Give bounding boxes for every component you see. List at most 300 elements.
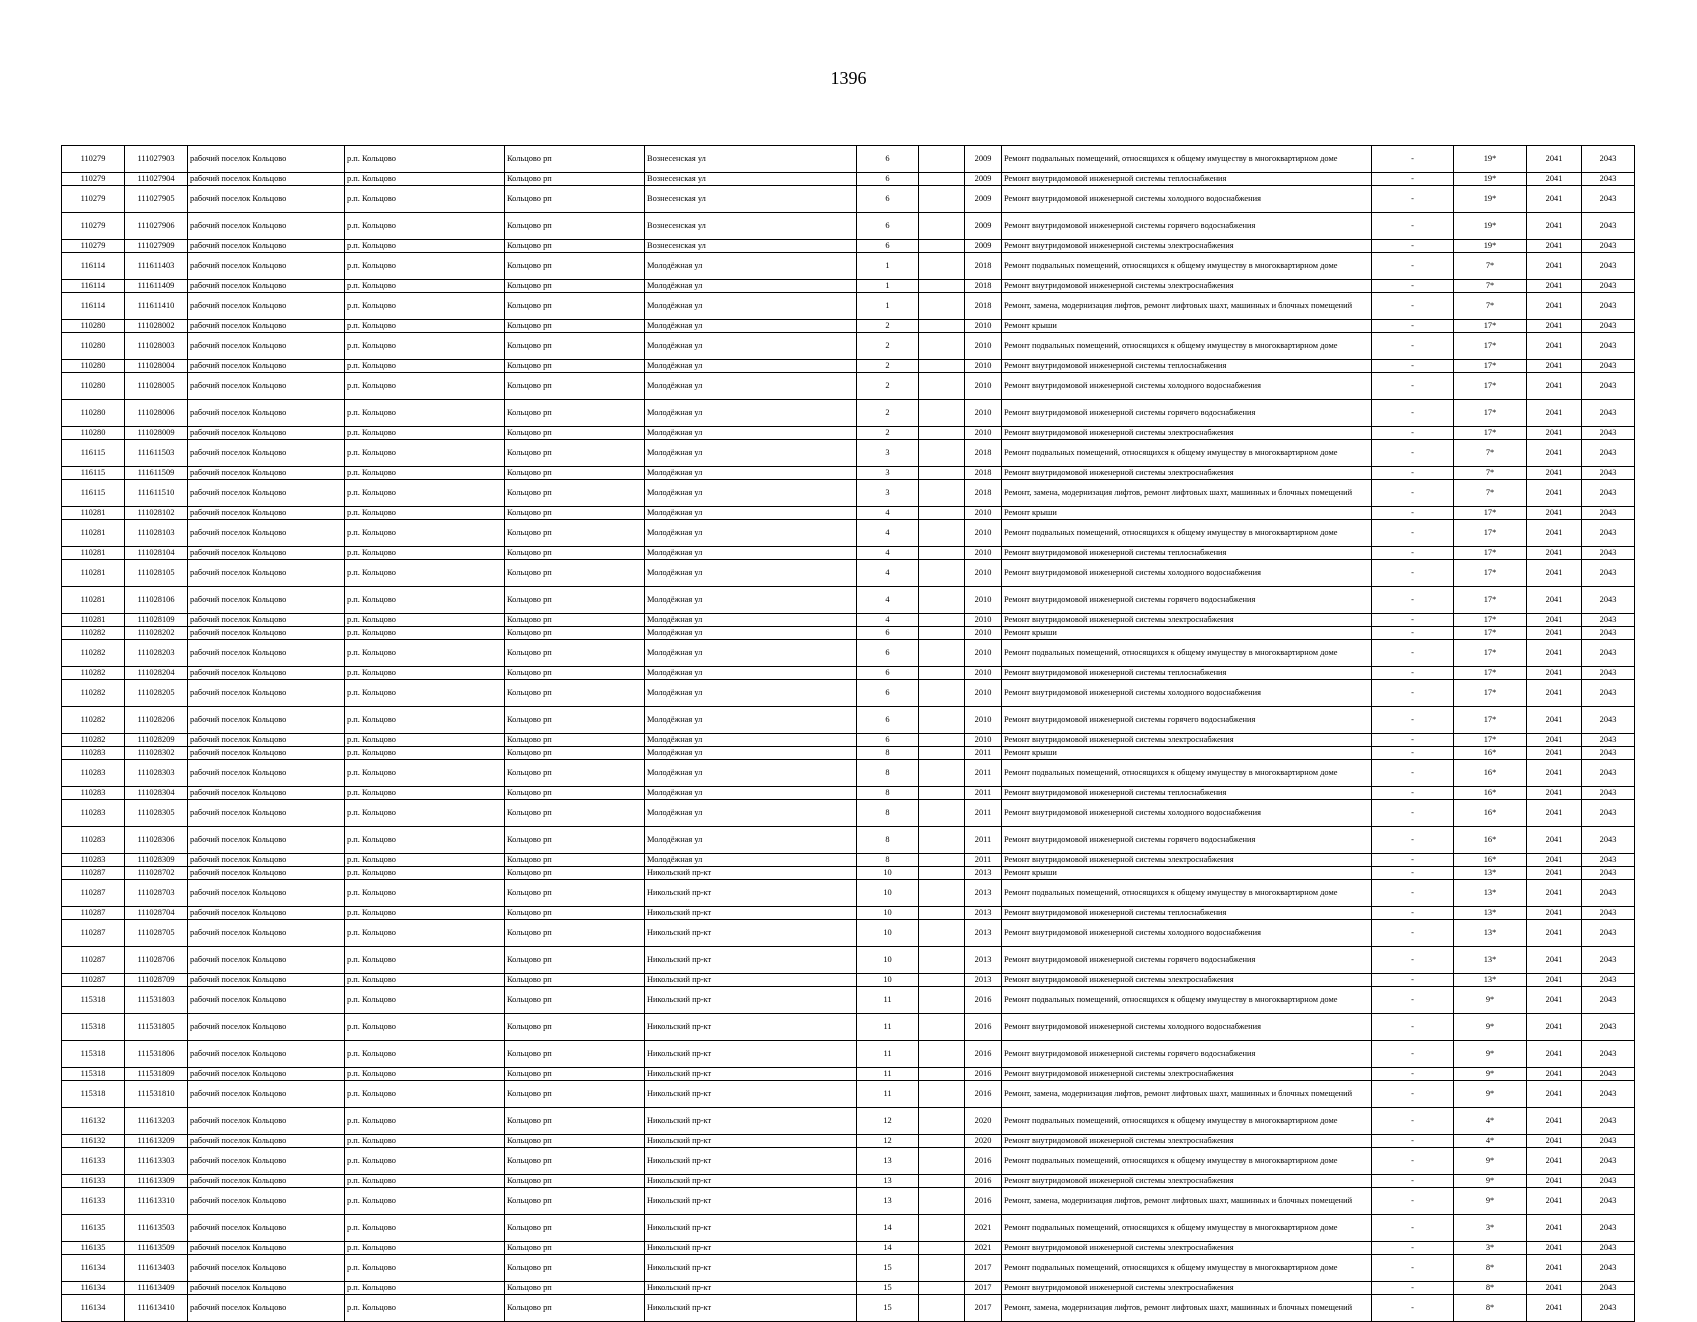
cell-street: Молодёжная ул [645,547,857,560]
cell-work-type: Ремонт внутридомовой инженерной системы холодного водоснабжения [1002,373,1372,400]
cell-street: Никольский пр-кт [645,1135,857,1148]
table-row [62,333,1635,360]
cell-house-number: 1 [857,253,919,280]
cell-house-number: 4 [857,560,919,587]
table-row [62,1188,1635,1215]
cell-year-built: 2010 [965,333,1002,360]
cell-work-id: 111028209 [125,734,188,747]
cell-building [919,587,965,614]
cell-work-type: Ремонт внутридомовой инженерной системы теплоснабжения [1002,360,1372,373]
cell-municipality: рабочий поселок Кольцово [188,1108,345,1135]
cell-start-year: 2041 [1527,747,1582,760]
cell-house-number: 11 [857,1081,919,1108]
cell-dash: - [1372,1175,1454,1188]
cell-start-year: 2041 [1527,560,1582,587]
cell-house-number: 8 [857,800,919,827]
cell-street: Никольский пр-кт [645,1068,857,1081]
cell-work-type: Ремонт внутридомовой инженерной системы холодного водоснабжения [1002,186,1372,213]
table-row [62,907,1635,920]
cell-term: 7* [1454,480,1527,507]
cell-locality: Кольцово рп [505,947,645,974]
cell-settlement: р.п. Кольцово [345,1255,505,1282]
cell-work-type: Ремонт внутридомовой инженерной системы электроснабжения [1002,1175,1372,1188]
cell-start-year: 2041 [1527,1242,1582,1255]
cell-street: Молодёжная ул [645,854,857,867]
cell-end-year: 2043 [1582,667,1635,680]
cell-street: Молодёжная ул [645,640,857,667]
cell-municipality: рабочий поселок Кольцово [188,1014,345,1041]
cell-dash: - [1372,360,1454,373]
cell-work-id: 111613303 [125,1148,188,1175]
cell-work-type: Ремонт подвальных помещений, относящихся к общему имуществу в многоквартирном доме [1002,760,1372,787]
cell-building [919,1081,965,1108]
cell-settlement: р.п. Кольцово [345,293,505,320]
cell-start-year: 2041 [1527,280,1582,293]
cell-work-type: Ремонт внутридомовой инженерной системы холодного водоснабжения [1002,920,1372,947]
cell-end-year: 2043 [1582,1068,1635,1081]
cell-work-id: 111028709 [125,974,188,987]
cell-year-built: 2018 [965,480,1002,507]
cell-year-built: 2020 [965,1108,1002,1135]
cell-municipality: рабочий поселок Кольцово [188,1295,345,1322]
cell-work-id: 111028104 [125,547,188,560]
cell-locality: Кольцово рп [505,1295,645,1322]
cell-end-year: 2043 [1582,1175,1635,1188]
cell-street: Вознесенская ул [645,146,857,173]
cell-year-built: 2011 [965,827,1002,854]
table-row [62,707,1635,734]
cell-settlement: р.п. Кольцово [345,1081,505,1108]
cell-end-year: 2043 [1582,560,1635,587]
cell-locality: Кольцово рп [505,1282,645,1295]
cell-municipality: рабочий поселок Кольцово [188,1135,345,1148]
cell-municipality: рабочий поселок Кольцово [188,213,345,240]
cell-municipality: рабочий поселок Кольцово [188,707,345,734]
cell-work-type: Ремонт внутридомовой инженерной системы электроснабжения [1002,467,1372,480]
cell-house-id: 110282 [62,734,125,747]
cell-street: Вознесенская ул [645,240,857,253]
cell-locality: Кольцово рп [505,920,645,947]
cell-year-built: 2020 [965,1135,1002,1148]
cell-end-year: 2043 [1582,1108,1635,1135]
cell-work-id: 111611409 [125,280,188,293]
cell-term: 19* [1454,173,1527,186]
cell-house-number: 3 [857,480,919,507]
cell-work-type: Ремонт внутридомовой инженерной системы электроснабжения [1002,280,1372,293]
cell-year-built: 2010 [965,680,1002,707]
cell-house-id: 110287 [62,907,125,920]
cell-start-year: 2041 [1527,213,1582,240]
cell-start-year: 2041 [1527,920,1582,947]
cell-house-id: 116134 [62,1295,125,1322]
cell-locality: Кольцово рп [505,1014,645,1041]
cell-settlement: р.п. Кольцово [345,480,505,507]
cell-house-number: 8 [857,760,919,787]
cell-settlement: р.п. Кольцово [345,947,505,974]
cell-house-number: 2 [857,320,919,333]
cell-municipality: рабочий поселок Кольцово [188,280,345,293]
cell-work-id: 111531805 [125,1014,188,1041]
cell-settlement: р.п. Кольцово [345,867,505,880]
cell-locality: Кольцово рп [505,360,645,373]
cell-locality: Кольцово рп [505,787,645,800]
cell-street: Молодёжная ул [645,373,857,400]
cell-work-type: Ремонт внутридомовой инженерной системы электроснабжения [1002,1282,1372,1295]
cell-settlement: р.п. Кольцово [345,1282,505,1295]
cell-year-built: 2011 [965,747,1002,760]
cell-start-year: 2041 [1527,614,1582,627]
cell-settlement: р.п. Кольцово [345,186,505,213]
cell-house-id: 110287 [62,880,125,907]
cell-term: 17* [1454,400,1527,427]
cell-year-built: 2018 [965,440,1002,467]
cell-start-year: 2041 [1527,854,1582,867]
table-row [62,173,1635,186]
cell-settlement: р.п. Кольцово [345,987,505,1014]
cell-term: 16* [1454,760,1527,787]
cell-term: 17* [1454,587,1527,614]
cell-term: 17* [1454,507,1527,520]
cell-street: Никольский пр-кт [645,974,857,987]
cell-settlement: р.п. Кольцово [345,680,505,707]
cell-street: Молодёжная ул [645,614,857,627]
cell-start-year: 2041 [1527,507,1582,520]
cell-dash: - [1372,734,1454,747]
table-row [62,547,1635,560]
cell-street: Никольский пр-кт [645,1148,857,1175]
cell-year-built: 2010 [965,640,1002,667]
cell-municipality: рабочий поселок Кольцово [188,547,345,560]
cell-house-number: 11 [857,987,919,1014]
cell-work-id: 111027903 [125,146,188,173]
cell-work-type: Ремонт внутридомовой инженерной системы горячего водоснабжения [1002,707,1372,734]
cell-end-year: 2043 [1582,587,1635,614]
cell-start-year: 2041 [1527,987,1582,1014]
cell-work-type: Ремонт внутридомовой инженерной системы электроснабжения [1002,734,1372,747]
cell-end-year: 2043 [1582,440,1635,467]
table-row [62,627,1635,640]
cell-year-built: 2010 [965,734,1002,747]
cell-settlement: р.п. Кольцово [345,614,505,627]
cell-street: Никольский пр-кт [645,1081,857,1108]
cell-street: Молодёжная ул [645,280,857,293]
cell-settlement: р.п. Кольцово [345,280,505,293]
cell-term: 19* [1454,186,1527,213]
cell-settlement: р.п. Кольцово [345,1108,505,1135]
cell-house-id: 116133 [62,1175,125,1188]
cell-locality: Кольцово рп [505,427,645,440]
cell-year-built: 2018 [965,293,1002,320]
cell-term: 17* [1454,627,1527,640]
cell-building [919,867,965,880]
cell-municipality: рабочий поселок Кольцово [188,507,345,520]
cell-start-year: 2041 [1527,1041,1582,1068]
cell-settlement: р.п. Кольцово [345,467,505,480]
cell-building [919,213,965,240]
cell-end-year: 2043 [1582,1295,1635,1322]
cell-building [919,1135,965,1148]
cell-end-year: 2043 [1582,400,1635,427]
cell-building [919,747,965,760]
cell-year-built: 2017 [965,1295,1002,1322]
table-row [62,920,1635,947]
cell-work-type: Ремонт внутридомовой инженерной системы горячего водоснабжения [1002,827,1372,854]
cell-work-type: Ремонт подвальных помещений, относящихся к общему имуществу в многоквартирном доме [1002,880,1372,907]
cell-year-built: 2011 [965,800,1002,827]
cell-locality: Кольцово рп [505,1068,645,1081]
cell-work-type: Ремонт внутридомовой инженерной системы теплоснабжения [1002,667,1372,680]
cell-work-id: 111028202 [125,627,188,640]
cell-end-year: 2043 [1582,333,1635,360]
cell-house-id: 110283 [62,760,125,787]
cell-term: 17* [1454,547,1527,560]
cell-start-year: 2041 [1527,587,1582,614]
table-row [62,680,1635,707]
cell-term: 16* [1454,800,1527,827]
cell-building [919,320,965,333]
cell-term: 9* [1454,1068,1527,1081]
cell-locality: Кольцово рп [505,1242,645,1255]
table-row [62,440,1635,467]
table-row [62,480,1635,507]
cell-term: 7* [1454,253,1527,280]
cell-locality: Кольцово рп [505,880,645,907]
cell-year-built: 2010 [965,614,1002,627]
cell-start-year: 2041 [1527,627,1582,640]
cell-start-year: 2041 [1527,760,1582,787]
cell-dash: - [1372,240,1454,253]
cell-house-id: 110281 [62,587,125,614]
cell-municipality: рабочий поселок Кольцово [188,920,345,947]
cell-locality: Кольцово рп [505,987,645,1014]
cell-building [919,640,965,667]
cell-year-built: 2010 [965,320,1002,333]
table-row [62,1295,1635,1322]
cell-locality: Кольцово рп [505,734,645,747]
cell-locality: Кольцово рп [505,1188,645,1215]
cell-dash: - [1372,1081,1454,1108]
cell-settlement: р.п. Кольцово [345,400,505,427]
table-row [62,800,1635,827]
cell-street: Молодёжная ул [645,520,857,547]
cell-term: 13* [1454,907,1527,920]
cell-term: 17* [1454,707,1527,734]
cell-dash: - [1372,213,1454,240]
cell-municipality: рабочий поселок Кольцово [188,360,345,373]
cell-term: 9* [1454,1175,1527,1188]
cell-house-id: 116115 [62,440,125,467]
cell-settlement: р.п. Кольцово [345,440,505,467]
cell-building [919,1175,965,1188]
cell-building [919,1148,965,1175]
cell-work-id: 111611410 [125,293,188,320]
cell-municipality: рабочий поселок Кольцово [188,627,345,640]
cell-term: 17* [1454,667,1527,680]
cell-year-built: 2016 [965,987,1002,1014]
cell-house-id: 115318 [62,1041,125,1068]
cell-house-id: 110287 [62,867,125,880]
cell-start-year: 2041 [1527,680,1582,707]
cell-work-type: Ремонт внутридомовой инженерной системы теплоснабжения [1002,907,1372,920]
cell-start-year: 2041 [1527,547,1582,560]
cell-work-id: 111027904 [125,173,188,186]
table-row [62,1081,1635,1108]
cell-settlement: р.п. Кольцово [345,707,505,734]
cell-term: 7* [1454,293,1527,320]
cell-locality: Кольцово рп [505,627,645,640]
cell-start-year: 2041 [1527,333,1582,360]
cell-work-id: 111611509 [125,467,188,480]
cell-start-year: 2041 [1527,787,1582,800]
cell-end-year: 2043 [1582,1255,1635,1282]
cell-locality: Кольцово рп [505,240,645,253]
cell-dash: - [1372,587,1454,614]
cell-locality: Кольцово рп [505,680,645,707]
cell-dash: - [1372,547,1454,560]
cell-street: Молодёжная ул [645,747,857,760]
cell-work-id: 111028206 [125,707,188,734]
cell-year-built: 2010 [965,373,1002,400]
cell-dash: - [1372,1108,1454,1135]
cell-year-built: 2018 [965,467,1002,480]
cell-work-id: 111028302 [125,747,188,760]
cell-street: Никольский пр-кт [645,1255,857,1282]
cell-work-type: Ремонт подвальных помещений, относящихся к общему имуществу в многоквартирном доме [1002,987,1372,1014]
cell-start-year: 2041 [1527,240,1582,253]
cell-house-number: 13 [857,1175,919,1188]
cell-house-id: 115318 [62,1068,125,1081]
cell-end-year: 2043 [1582,146,1635,173]
cell-street: Молодёжная ул [645,293,857,320]
cell-settlement: р.п. Кольцово [345,800,505,827]
cell-term: 3* [1454,1215,1527,1242]
cell-locality: Кольцово рп [505,440,645,467]
table-row [62,1282,1635,1295]
cell-house-number: 2 [857,427,919,440]
cell-end-year: 2043 [1582,520,1635,547]
table-row [62,867,1635,880]
cell-locality: Кольцово рп [505,293,645,320]
cell-start-year: 2041 [1527,467,1582,480]
cell-work-id: 111028103 [125,520,188,547]
cell-settlement: р.п. Кольцово [345,760,505,787]
cell-end-year: 2043 [1582,1148,1635,1175]
cell-house-id: 110280 [62,373,125,400]
cell-start-year: 2041 [1527,947,1582,974]
cell-work-id: 111028102 [125,507,188,520]
cell-locality: Кольцово рп [505,520,645,547]
cell-locality: Кольцово рп [505,1148,645,1175]
cell-street: Молодёжная ул [645,440,857,467]
cell-work-id: 111028109 [125,614,188,627]
cell-year-built: 2009 [965,186,1002,213]
cell-street: Вознесенская ул [645,186,857,213]
cell-work-id: 111613209 [125,1135,188,1148]
cell-year-built: 2010 [965,587,1002,614]
cell-dash: - [1372,520,1454,547]
cell-end-year: 2043 [1582,680,1635,707]
cell-building [919,293,965,320]
cell-building [919,734,965,747]
cell-locality: Кольцово рп [505,467,645,480]
cell-house-id: 116133 [62,1188,125,1215]
cell-house-number: 6 [857,734,919,747]
cell-term: 9* [1454,1081,1527,1108]
cell-building [919,1215,965,1242]
cell-municipality: рабочий поселок Кольцово [188,987,345,1014]
cell-work-id: 111531810 [125,1081,188,1108]
table-row [62,560,1635,587]
cell-dash: - [1372,680,1454,707]
cell-work-id: 111028105 [125,560,188,587]
cell-work-type: Ремонт подвальных помещений, относящихся к общему имуществу в многоквартирном доме [1002,520,1372,547]
cell-house-id: 116135 [62,1242,125,1255]
cell-house-number: 6 [857,186,919,213]
cell-building [919,1108,965,1135]
cell-street: Молодёжная ул [645,760,857,787]
cell-house-number: 6 [857,213,919,240]
cell-house-id: 110282 [62,627,125,640]
cell-end-year: 2043 [1582,987,1635,1014]
cell-municipality: рабочий поселок Кольцово [188,293,345,320]
cell-end-year: 2043 [1582,293,1635,320]
cell-settlement: р.п. Кольцово [345,1242,505,1255]
cell-term: 9* [1454,1188,1527,1215]
cell-start-year: 2041 [1527,1188,1582,1215]
cell-settlement: р.п. Кольцово [345,787,505,800]
cell-municipality: рабочий поселок Кольцово [188,253,345,280]
cell-building [919,253,965,280]
cell-end-year: 2043 [1582,480,1635,507]
cell-year-built: 2010 [965,547,1002,560]
cell-start-year: 2041 [1527,667,1582,680]
cell-work-id: 111027909 [125,240,188,253]
table-row [62,1135,1635,1148]
cell-work-id: 111028303 [125,760,188,787]
cell-work-type: Ремонт подвальных помещений, относящихся к общему имуществу в многоквартирном доме [1002,1215,1372,1242]
cell-building [919,400,965,427]
cell-municipality: рабочий поселок Кольцово [188,1188,345,1215]
cell-work-type: Ремонт подвальных помещений, относящихся к общему имуществу в многоквартирном доме [1002,146,1372,173]
cell-building [919,987,965,1014]
cell-year-built: 2018 [965,253,1002,280]
cell-work-type: Ремонт внутридомовой инженерной системы горячего водоснабжения [1002,587,1372,614]
cell-house-number: 6 [857,146,919,173]
cell-work-type: Ремонт внутридомовой инженерной системы горячего водоснабжения [1002,1041,1372,1068]
cell-municipality: рабочий поселок Кольцово [188,667,345,680]
cell-end-year: 2043 [1582,213,1635,240]
cell-end-year: 2043 [1582,854,1635,867]
cell-house-number: 1 [857,293,919,320]
cell-work-id: 111028305 [125,800,188,827]
cell-start-year: 2041 [1527,1215,1582,1242]
cell-start-year: 2041 [1527,1108,1582,1135]
cell-dash: - [1372,614,1454,627]
cell-end-year: 2043 [1582,467,1635,480]
cell-start-year: 2041 [1527,480,1582,507]
table-row [62,400,1635,427]
cell-end-year: 2043 [1582,974,1635,987]
cell-work-type: Ремонт, замена, модернизация лифтов, ремонт лифтовых шахт, машинных и блочных помещений [1002,1295,1372,1322]
cell-municipality: рабочий поселок Кольцово [188,760,345,787]
cell-street: Молодёжная ул [645,707,857,734]
cell-term: 8* [1454,1282,1527,1295]
cell-building [919,507,965,520]
cell-term: 4* [1454,1135,1527,1148]
cell-work-id: 111028309 [125,854,188,867]
cell-work-type: Ремонт внутридомовой инженерной системы электроснабжения [1002,1242,1372,1255]
cell-locality: Кольцово рп [505,1135,645,1148]
